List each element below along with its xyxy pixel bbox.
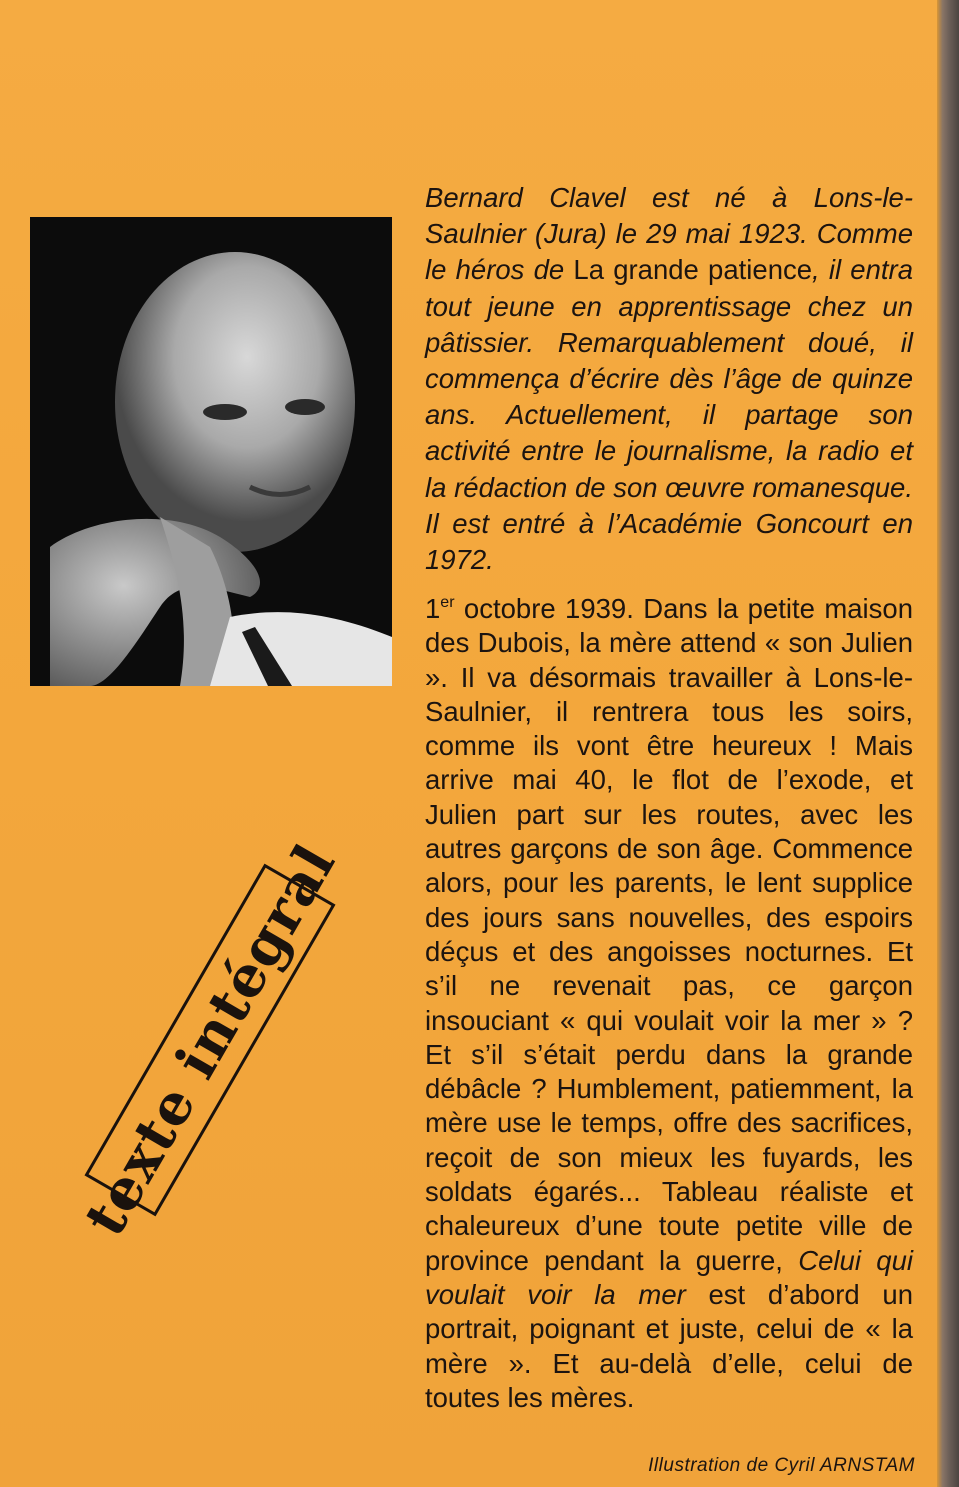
- bio-book-title: La grande patience: [573, 254, 813, 286]
- author-photo: [30, 217, 392, 686]
- synopsis-ordinal: er: [440, 594, 455, 611]
- book-synopsis: [425, 592, 913, 1415]
- synopsis-book-title: Celui qui voulait voir la mer: [425, 1244, 913, 1310]
- stamp-text: texte intégral: [71, 833, 349, 1247]
- synopsis-text-2: est d’abord un portrait, poignant et juste, celui de « la mère ». Et au-delà d’elle, celui de toutes les mères.: [425, 1278, 913, 1413]
- bio-text-2: , il entra tout jeune en apprentissage chez un pâtissier. Remarquablement doué, il commença d’écrire dès l’âge de quinze ans. Actuellement, il partage son activité entre le journalisme, la radio et la rédaction de son œuvre romanesque. Il est entré à l’Académie Goncourt en 1972.: [425, 254, 913, 576]
- synopsis-day: 1: [425, 593, 441, 624]
- illustration-credit: Illustration de Cyril ARNSTAM: [648, 1455, 915, 1476]
- spine-edge: [937, 0, 959, 1487]
- bio-text-1: Bernard Clavel est né à Lons-le-Saulnier (Jura) le 29 mai 1923. Comme le héros de: [425, 182, 913, 286]
- author-biography: [425, 180, 913, 578]
- synopsis-text-1: octobre 1939. Dans la petite maison des Dubois, la mère attend « son Julien ». Il va désormais travailler à Lons-le-Saulnier, il rentrera tous les soirs, comme ils vont être heureux ! Mais arrive mai 40, le flot de l’exode, et Julien part sur les routes, avec les autres garçons de son âge. Commence alors, pour les parents, le lent supplice des jours sans nouvelles, des espoirs déçus et des angoisses nocturnes. Et s’il ne revenait pas, ce garçon insouciant « qui voulait voir la mer » ? Et s’il s’était perdu dans la grande débâcle ? Humblement, patiemment, la mère use le temps, offre des sacrifices, reçoit de son mieux les fuyards, les soldats égarés... Tableau réaliste et chaleureux d’une toute petite ville de province pendant la guerre,: [425, 593, 913, 1276]
